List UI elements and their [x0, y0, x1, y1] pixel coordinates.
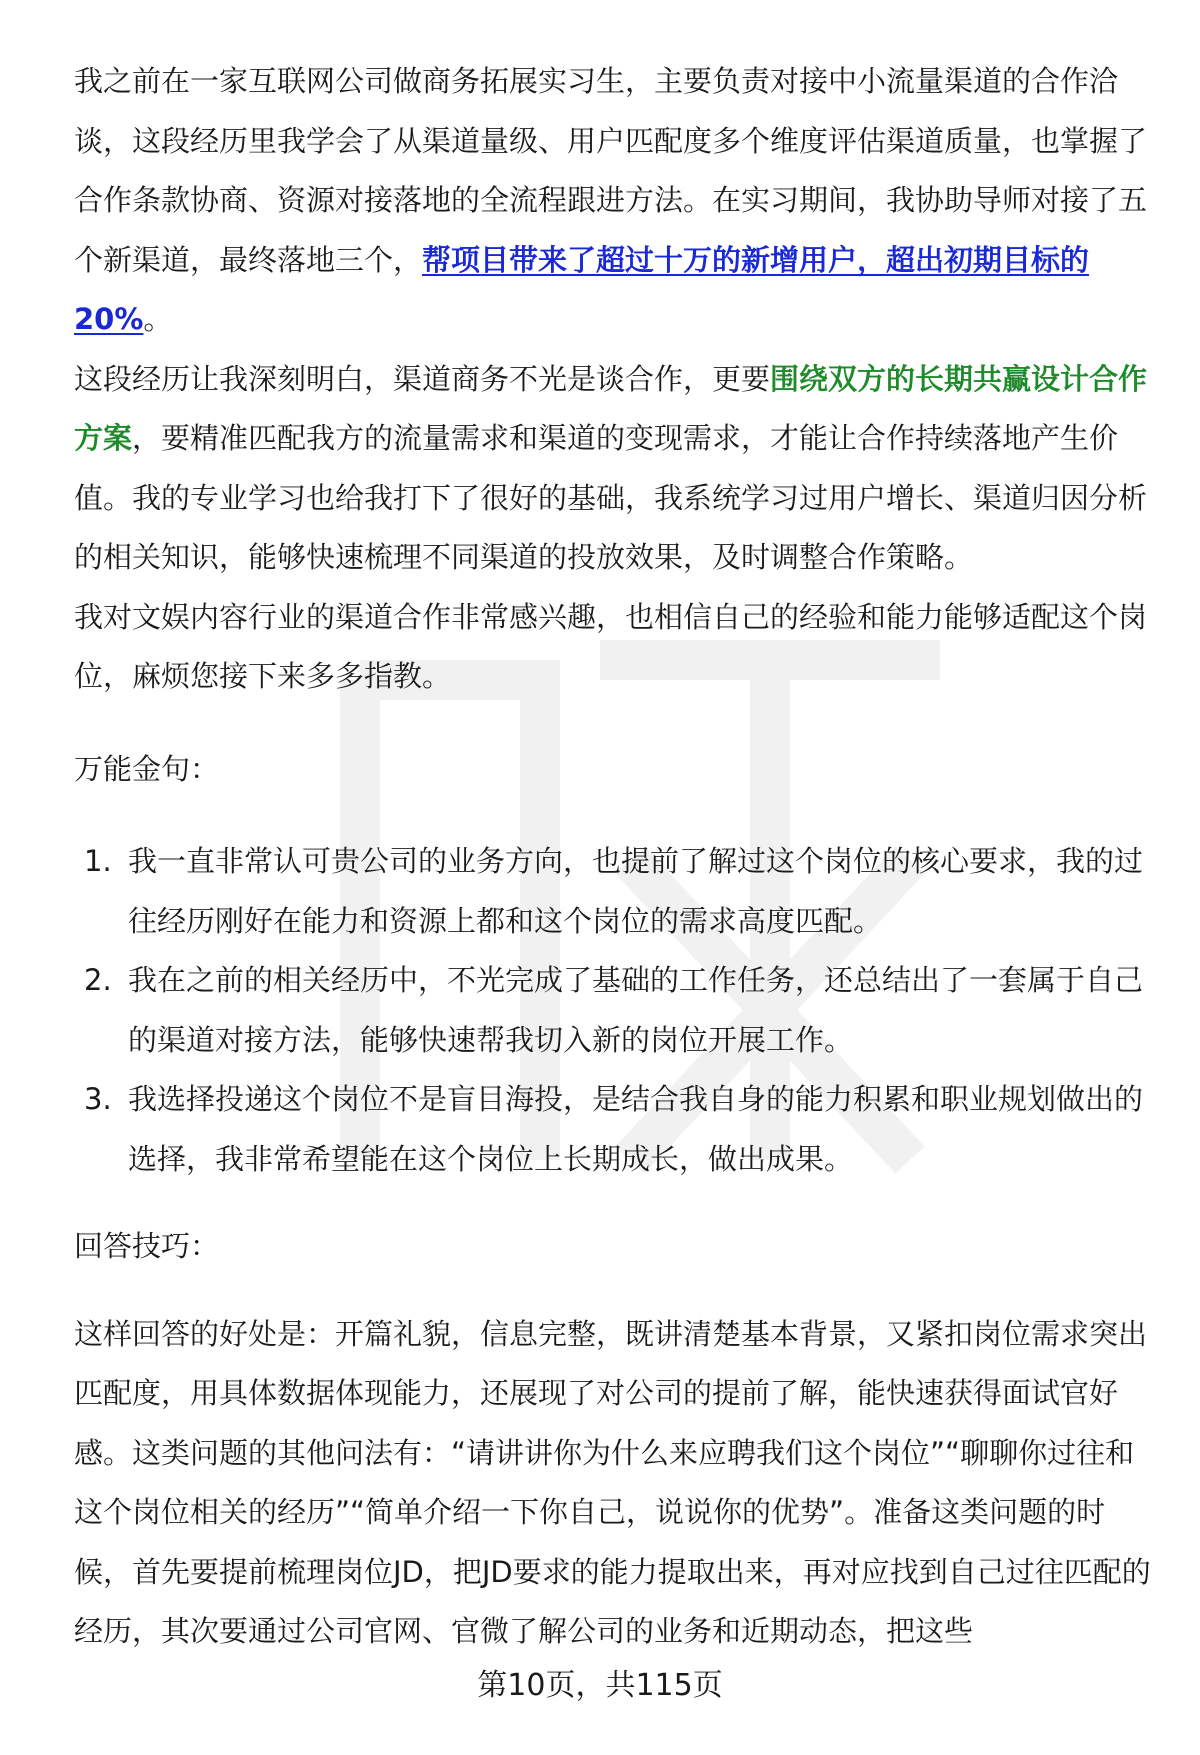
intro-paragraph-3: 我对文娱内容行业的渠道合作非常感兴趣，也相信自己的经验和能力能够适配这个岗位，麻烦您接下来多多指教。: [74, 599, 1148, 693]
list-item-number: 1.: [84, 844, 112, 878]
intro-text: 这段经历让我深刻明白，渠道商务不光是谈合作，更要: [74, 361, 771, 396]
list-item-number: 2.: [84, 963, 112, 997]
list-item: [74, 832, 1154, 951]
golden-sentences-label: 万能金句：: [74, 751, 220, 786]
list-item-number: 3.: [84, 1082, 112, 1116]
highlight-result: 帮项目带来了超过十万的新增用户，超出初期目标的20%: [74, 242, 1090, 336]
list-item-text: 我在之前的相关经历中，不光完成了基础的工作任务，还总结出了一套属于自己的渠道对接方法，能够快速帮我切入新的岗位开展工作。: [128, 963, 1144, 1057]
document-body: [74, 52, 1154, 1662]
list-item-text: 我选择投递这个岗位不是盲目海投，是结合我自身的能力积累和职业规划做出的选择，我非常希望能在这个岗位上长期成长，做出成果。: [128, 1082, 1144, 1176]
highlight-key-point: 围绕双方的长期共赢设计合作方案: [74, 361, 1148, 455]
answer-tips-paragraph: 这样回答的好处是：开篇礼貌，信息完整，既讲清楚基本背景，又紧扣岗位需求突出匹配度，用具体数据体现能力，还展现了对公司的提前了解，能快速获得面试官好感。这类问题的其他问法有：“请讲讲你为什么来应聘我们这个岗位”“聊聊你过往和这个岗位相关的经历”“简单介绍一下你自己，说说你的优势”。准备这类问题的时候，首先要提前梳理岗位JD，把JD要求的能力提取出来，再对应找到自己过往匹配的经历，其次要通过公司官网、官微了解公司的业务和近期动态，把这些: [74, 1316, 1151, 1648]
page-number: 第10页，共115页: [477, 1668, 723, 1703]
list-item: [74, 951, 1154, 1070]
intro-text: ，要精准匹配我方的流量需求和渠道的变现需求，才能让合作持续落地产生价值。我的专业学习也给我打下了很好的基础，我系统学习过用户增长、渠道归因分析的相关知识，能够快速梳理不同渠道的投放效果，及时调整合作策略。: [74, 421, 1148, 574]
intro-text-end: 。: [143, 302, 173, 336]
intro-paragraph-1: [74, 52, 1154, 350]
list-item: [74, 1070, 1154, 1189]
intro-text: 我之前在一家互联网公司做商务拓展实习生，主要负责对接中小流量渠道的合作洽谈，这段经历里我学会了从渠道量级、用户匹配度多个维度评估渠道质量，也掌握了合作条款协商、资源对接落地的全流程跟进方法。在实习期间，我协助导师对接了五个新渠道，最终落地三个，: [74, 64, 1148, 277]
answer-tips-label: 回答技巧：: [74, 1229, 220, 1263]
intro-paragraph-2: [74, 350, 1154, 588]
golden-sentences-list: [74, 832, 1154, 1189]
list-item-text: 我一直非常认可贵公司的业务方向，也提前了解过这个岗位的核心要求，我的过往经历刚好在能力和资源上都和这个岗位的需求高度匹配。: [128, 844, 1144, 938]
